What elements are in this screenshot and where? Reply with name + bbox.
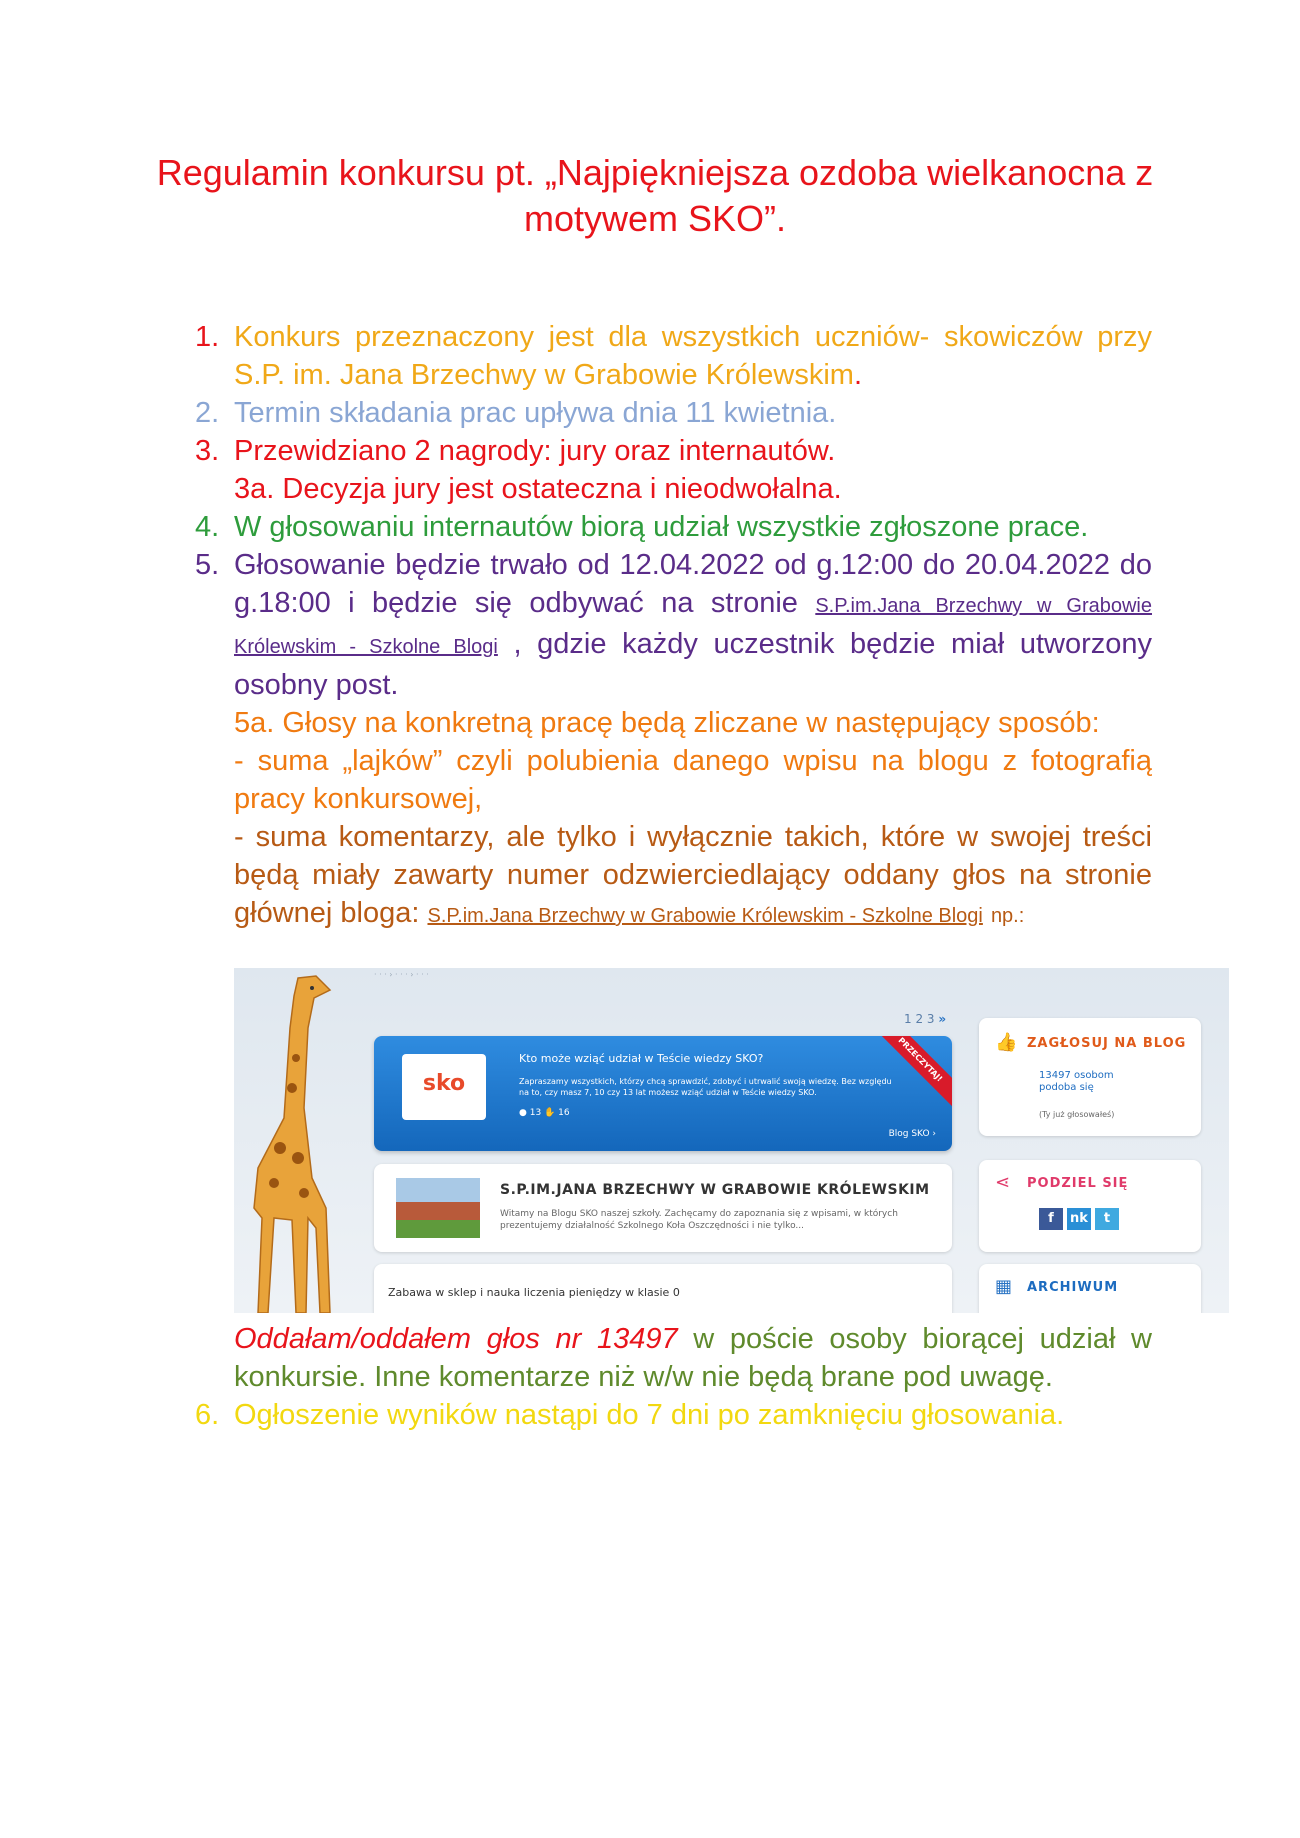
share-widget bbox=[979, 1160, 1201, 1252]
blog-screenshot bbox=[234, 968, 1229, 1313]
vote-heading: ZAGŁOSUJ NA BLOG bbox=[1027, 1036, 1187, 1051]
list-item bbox=[0, 318, 1300, 394]
example-rest: w poście osoby biorącej udział w konkursie. Inne komentarze niż w/w nie będą brane pod uwagę. bbox=[234, 1323, 1152, 1393]
list-item bbox=[0, 546, 1300, 704]
archive-widget[interactable] bbox=[979, 1264, 1201, 1313]
vote-widget[interactable] bbox=[979, 1018, 1201, 1136]
item-text: Konkurs przeznaczony jest dla wszystkich uczniów- skowiczów przy S.P. im. Jana Brzechwy w Grabowie Królewskim bbox=[234, 321, 1152, 391]
item-number: 6. bbox=[195, 1399, 220, 1431]
pagination bbox=[904, 1012, 946, 1026]
post-title: Zabawa w sklep i nauka liczenia pieniędzy w klasie 0 bbox=[388, 1286, 680, 1299]
rules-list-continued bbox=[0, 1320, 1300, 1434]
facebook-icon[interactable]: f bbox=[1039, 1208, 1063, 1230]
page-title: Regulamin konkursu pt. „Najpiękniejsza ozdoba wielkanocna z motywem SKO”. bbox=[156, 152, 1154, 239]
sub-item-after: np.: bbox=[990, 905, 1025, 927]
item-number: 2. bbox=[195, 397, 220, 429]
thumb-icon: ✋ bbox=[544, 1108, 556, 1118]
item-number: 4. bbox=[195, 511, 220, 543]
share-icon: ⋖ bbox=[995, 1172, 1011, 1193]
promo-stats bbox=[519, 1108, 570, 1118]
blog-link[interactable]: S.P.im.Jana Brzechwy w Grabowie Królewskim - Szkolne Blogi bbox=[427, 905, 983, 927]
promo-card[interactable] bbox=[374, 1036, 952, 1151]
example-vote: Oddałam/oddałem głos nr 13497 bbox=[234, 1323, 678, 1355]
school-title: S.P.IM.JANA BRZECHWY W GRABOWIE KRÓLEWSKIM bbox=[500, 1182, 930, 1198]
blog-sko-link[interactable]: Blog SKO › bbox=[888, 1129, 936, 1139]
post-card[interactable] bbox=[374, 1264, 952, 1313]
sub-item: 5a. Głosy na konkretną pracę będą zliczane w następujący sposób: bbox=[234, 707, 1100, 739]
school-photo bbox=[396, 1178, 480, 1238]
item-text-end: . bbox=[853, 359, 863, 391]
item-text-after: , gdzie każdy uczestnik będzie miał utworzony osobny post. bbox=[234, 628, 1153, 701]
example-comment bbox=[0, 1320, 1300, 1396]
vote-note: (Ty już głosowałeś) bbox=[1039, 1110, 1115, 1119]
twitter-icon[interactable]: t bbox=[1095, 1208, 1119, 1230]
vote-count: 13497 osobom bbox=[1039, 1070, 1114, 1081]
sub-item bbox=[0, 818, 1300, 935]
giraffe-image bbox=[234, 968, 354, 1313]
school-card[interactable] bbox=[374, 1164, 952, 1252]
sub-item: 3a. Decyzja jury jest ostateczna i nieodwołalna. bbox=[234, 473, 842, 505]
school-text: Witamy na Blogu SKO naszej szkoły. Zachęcamy do zapoznania się z wpisami, w których prezentujemy działalność Szkolnego Koła Oszczędności i nie tylko... bbox=[500, 1209, 898, 1231]
page-numbers[interactable]: 1 2 3 bbox=[904, 1012, 935, 1026]
item-text: Ogłoszenie wyników nastąpi do 7 dni po zamknięciu głosowania. bbox=[234, 1399, 1065, 1431]
list-item bbox=[0, 432, 1300, 470]
item-number: 3. bbox=[195, 435, 220, 467]
breadcrumb: · · · › · · · › · · · bbox=[374, 970, 429, 979]
sub-item: - suma „lajków” czyli polubienia danego wpisu na blogu z fotografią pracy konkursowej, bbox=[234, 745, 1152, 815]
item-text: Głosowanie będzie trwało od 12.04.2022 od g.12:00 do 20.04.2022 do g.18:00 i będzie się odbywać na stronie bbox=[234, 549, 1152, 619]
calendar-icon: ▦ bbox=[995, 1276, 1013, 1297]
item-text: W głosowaniu internautów biorą udział wszystkie zgłoszone prace. bbox=[234, 511, 1089, 543]
like-count: 16 bbox=[558, 1108, 570, 1118]
promo-title: Kto może wziąć udział w Teście wiedzy SKO? bbox=[519, 1052, 764, 1065]
next-arrows[interactable]: » bbox=[938, 1012, 947, 1026]
list-item bbox=[0, 394, 1300, 432]
item-text: Przewidziano 2 nagrody: jury oraz internautów. bbox=[234, 435, 836, 467]
promo-text: Zapraszamy wszystkich, którzy chcą sprawdzić, zdobyć i utrwalić swoją wiedzę. Bez względu na to, czy masz 7, 10 czy 13 lat możesz wziąć udział w Teście wiedzy SKO. bbox=[519, 1077, 892, 1097]
rules-list bbox=[0, 318, 1300, 935]
nk-icon[interactable]: nk bbox=[1067, 1208, 1091, 1230]
item-number: 1. bbox=[195, 321, 220, 353]
comment-count: 13 bbox=[529, 1108, 542, 1118]
vote-likes-label: podoba się bbox=[1039, 1082, 1094, 1093]
comment-icon: ● bbox=[519, 1108, 527, 1118]
item-number: 5. bbox=[195, 549, 220, 581]
sko-logo: sko bbox=[402, 1054, 486, 1120]
share-heading: PODZIEL SIĘ bbox=[1027, 1176, 1129, 1191]
read-ribbon: PRZECZYTAJ! bbox=[871, 1036, 952, 1109]
sub-item-text: - suma komentarzy, ale tylko i wyłącznie takich, które w swojej treści będą miały zawarty numer odzwierciedlający oddany głos na stronie głównej bloga: bbox=[234, 821, 1152, 929]
thumbs-up-icon: 👍 bbox=[995, 1032, 1018, 1053]
list-item bbox=[0, 508, 1300, 546]
list-item bbox=[0, 1396, 1300, 1434]
archive-heading: ARCHIWUM bbox=[1027, 1280, 1119, 1295]
item-text: Termin składania prac upływa dnia 11 kwietnia. bbox=[234, 397, 837, 429]
blog-link[interactable]: S.P.im.Jana Brzechwy w Grabowie Królewskim - Szkolne Blogi bbox=[234, 595, 1152, 658]
